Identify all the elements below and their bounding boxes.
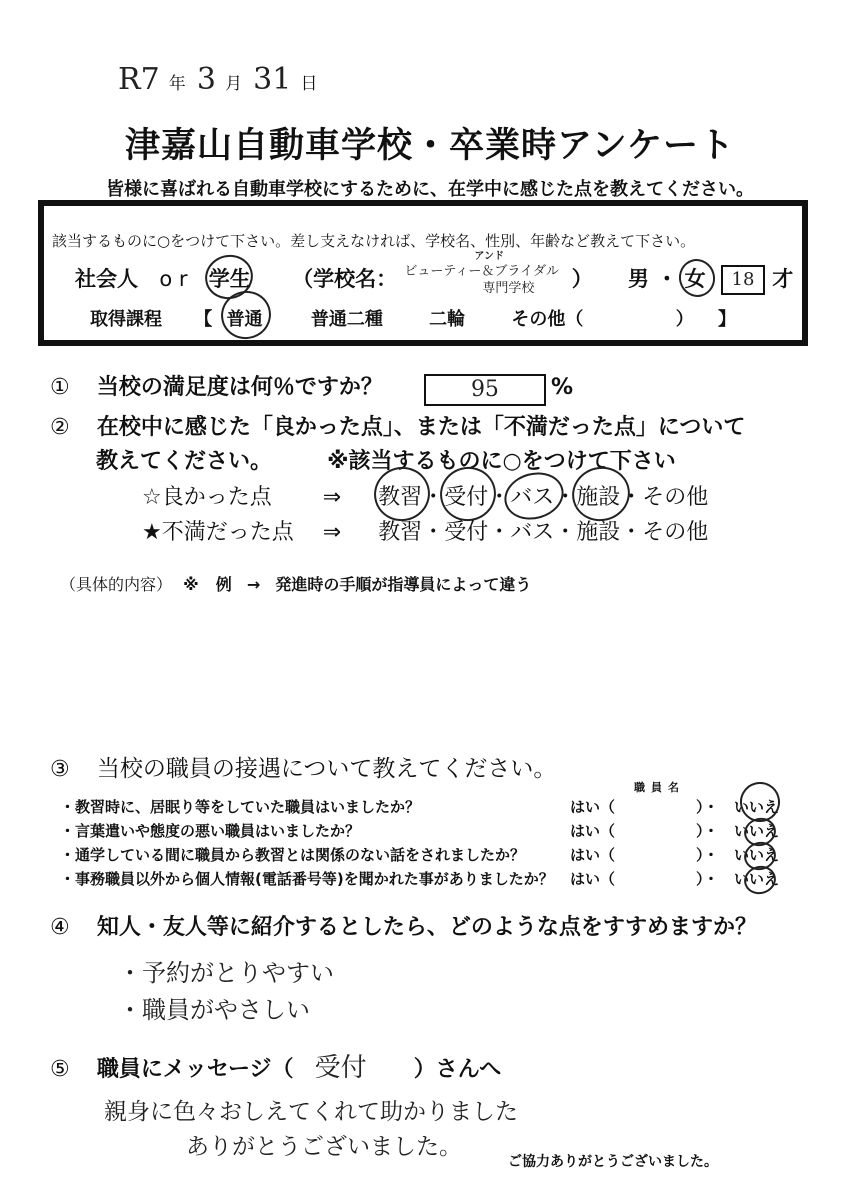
satisfaction-field[interactable]: 95 bbox=[424, 374, 546, 406]
bad-points-row bbox=[142, 515, 708, 546]
good-item-bus-label: バス bbox=[510, 485, 555, 510]
yes-option[interactable]: はい（ bbox=[570, 870, 616, 888]
course-option-standard-type2[interactable]: 普通二種 bbox=[310, 309, 383, 330]
staff-question-text: ・通学している間に職員から教習とは関係のない話をされましたか？ bbox=[60, 846, 526, 864]
or-label: o r bbox=[159, 267, 188, 291]
date-month-unit: 月 bbox=[225, 74, 243, 94]
good-item-reception-label: 受付 bbox=[444, 485, 489, 510]
good-sep-3: ・ bbox=[554, 485, 577, 510]
staff-question-row bbox=[60, 796, 800, 820]
staff-question-text: ・事務職員以外から個人情報(電話番号等)を聞かれた事がありましたか？ bbox=[60, 870, 554, 888]
course-label: 取得課程 bbox=[90, 309, 162, 330]
staff-question-text: ・教習時に、居眠り等をしていた職員はいましたか？ bbox=[60, 798, 421, 816]
recommend-answer: ・予約がとりやすい bbox=[118, 959, 334, 987]
question-3-number: ③ bbox=[50, 757, 70, 782]
school-ruby: アンド bbox=[474, 251, 505, 262]
yes-close: ）・ bbox=[696, 822, 719, 840]
good-item-other[interactable]: その他 bbox=[642, 485, 709, 510]
no-option[interactable]: いいえ bbox=[734, 846, 780, 864]
question-5-number: ⑤ bbox=[50, 1057, 70, 1082]
no-option[interactable]: いいえ bbox=[734, 822, 780, 840]
yes-close: ）・ bbox=[696, 870, 719, 888]
detail-row bbox=[60, 572, 531, 595]
date-year-unit: 年 bbox=[168, 74, 186, 94]
yes-close: ）・ bbox=[696, 798, 719, 816]
yes-close: ）・ bbox=[696, 846, 719, 864]
detail-mark: ※ bbox=[183, 575, 199, 594]
yes-option[interactable]: はい（ bbox=[570, 822, 616, 840]
good-item-facility[interactable] bbox=[576, 485, 620, 510]
worker-option[interactable]: 社会人 bbox=[75, 267, 138, 291]
no-option[interactable]: いいえ bbox=[734, 870, 780, 888]
student-label: 学生 bbox=[208, 267, 251, 291]
respondent-row bbox=[75, 251, 794, 296]
bad-item-lesson[interactable]: 教習 bbox=[378, 520, 423, 545]
yes-option[interactable]: はい（ bbox=[570, 846, 616, 864]
date-day-value: 31 bbox=[253, 62, 292, 97]
course-option-standard[interactable] bbox=[227, 309, 269, 330]
bad-item-other[interactable]: その他 bbox=[642, 520, 709, 545]
bad-sep-4: ・ bbox=[620, 520, 643, 545]
example-label: 例 bbox=[215, 575, 232, 594]
date-day-unit: 日 bbox=[300, 74, 318, 94]
question-1 bbox=[50, 370, 573, 406]
staff-question-text: ・言葉遣いや態度の悪い職員はいましたか？ bbox=[60, 822, 361, 840]
good-sep-1: ・ bbox=[422, 485, 445, 510]
female-label: 女 bbox=[684, 267, 706, 291]
bad-sep-3: ・ bbox=[554, 520, 577, 545]
school-label: （学校名： bbox=[292, 267, 398, 291]
female-option[interactable] bbox=[685, 267, 713, 291]
message-prefix: 職員にメッセージ（ bbox=[96, 1057, 294, 1082]
good-item-lesson-label: 教習 bbox=[378, 485, 423, 510]
satisfaction-unit: % bbox=[551, 375, 574, 400]
bad-item-reception[interactable]: 受付 bbox=[444, 520, 489, 545]
bracket-open: 【 bbox=[194, 309, 213, 330]
good-sep-2: ・ bbox=[488, 485, 511, 510]
good-arrow: ⇒ bbox=[322, 485, 342, 510]
course-option-other[interactable]: その他（ bbox=[511, 309, 584, 330]
good-item-lesson[interactable] bbox=[378, 485, 422, 510]
good-item-reception[interactable] bbox=[444, 485, 488, 510]
course-standard-label: 普通 bbox=[226, 309, 263, 330]
message-suffix: ）さんへ bbox=[413, 1057, 502, 1082]
question-4-number: ④ bbox=[50, 915, 70, 940]
question-3 bbox=[50, 750, 556, 783]
yes-option[interactable]: はい（ bbox=[570, 798, 616, 816]
good-item-bus[interactable] bbox=[510, 485, 554, 510]
question-2-text: 在校中に感じた「良かった点」、または「不満だった点」について bbox=[96, 415, 746, 440]
message-line-1: 親身に色々おしえてくれて助かりました bbox=[104, 1099, 518, 1125]
question-2-line1 bbox=[50, 410, 745, 441]
date bbox=[118, 62, 323, 97]
example-arrow: → bbox=[246, 575, 261, 594]
good-points-row bbox=[142, 480, 708, 511]
school-name-line1: ビューティー＆ブライダル bbox=[404, 264, 559, 279]
good-item-facility-label: 施設 bbox=[576, 485, 621, 510]
detail-answer-area[interactable] bbox=[60, 600, 800, 740]
staff-question-row bbox=[60, 820, 800, 844]
question-2-line2 bbox=[96, 444, 676, 475]
bad-item-bus[interactable]: バス bbox=[510, 520, 555, 545]
page-title: 津嘉山自動車学校・卒業時アンケート bbox=[125, 126, 735, 166]
school-close: ） bbox=[571, 267, 593, 291]
question-5 bbox=[50, 1047, 501, 1084]
date-month-value: 3 bbox=[196, 62, 216, 97]
staff-question-list bbox=[60, 796, 800, 892]
student-option[interactable] bbox=[209, 267, 258, 291]
date-year-value: R7 bbox=[118, 62, 160, 97]
question-4-text: 知人・友人等に紹介するとしたら、どのような点をすすめますか？ bbox=[96, 915, 758, 940]
bracket-close: 】 bbox=[717, 309, 736, 330]
question-4 bbox=[50, 910, 757, 941]
info-instruction: 該当するものに○をつけて下さい。差し支えなければ、学校名、性別、年齢など教えて下さい。 bbox=[52, 232, 696, 250]
bad-points-label: ★不満だった点 bbox=[142, 520, 294, 545]
example-text: 発進時の手順が指導員によって違う bbox=[275, 575, 532, 594]
school-name-line2: 専門学校 bbox=[482, 281, 535, 296]
school-name-field[interactable] bbox=[404, 251, 564, 296]
course-option-motorcycle[interactable]: 二輪 bbox=[429, 309, 466, 330]
age-unit: 才 bbox=[772, 267, 794, 291]
staff-name-header: 職員名 bbox=[634, 781, 685, 794]
question-2-text-cont: 教えてください。 bbox=[96, 449, 273, 474]
good-sep-4: ・ bbox=[620, 485, 643, 510]
question-2-note: ※該当するものに○をつけて下さい bbox=[327, 449, 676, 474]
course-other-close: ） bbox=[675, 309, 694, 330]
page-subtitle: 皆様に喜ばれる自動車学校にするために、在学中に感じた点を教えてください。 bbox=[106, 179, 754, 200]
staff-question-row bbox=[60, 868, 800, 892]
course-row bbox=[90, 305, 736, 331]
detail-label: （具体的内容） bbox=[60, 575, 173, 594]
bad-item-facility[interactable]: 施設 bbox=[576, 520, 621, 545]
question-3-text: 当校の職員の接遇について教えてください。 bbox=[96, 756, 557, 782]
question-1-text: 当校の満足度は何％ですか？ bbox=[96, 375, 383, 400]
thanks-text: ご協力ありがとうございました。 bbox=[508, 1154, 718, 1170]
bad-arrow: ⇒ bbox=[322, 520, 342, 545]
message-recipient[interactable]: 受付 bbox=[314, 1053, 367, 1083]
male-option[interactable]: 男 bbox=[628, 267, 650, 291]
bad-sep-2: ・ bbox=[488, 520, 511, 545]
gender-dot: ・ bbox=[656, 267, 678, 291]
recommend-answer: ・職員がやさしい bbox=[118, 996, 310, 1024]
message-line-2: ありがとうございました。 bbox=[186, 1134, 462, 1160]
question-2-number: ② bbox=[50, 415, 70, 440]
bad-sep-1: ・ bbox=[422, 520, 445, 545]
good-points-label: ☆良かった点 bbox=[142, 485, 272, 510]
age-field[interactable]: 18 bbox=[721, 265, 765, 295]
staff-question-row bbox=[60, 844, 800, 868]
no-option[interactable]: いいえ bbox=[734, 798, 780, 816]
question-1-number: ① bbox=[50, 375, 70, 400]
